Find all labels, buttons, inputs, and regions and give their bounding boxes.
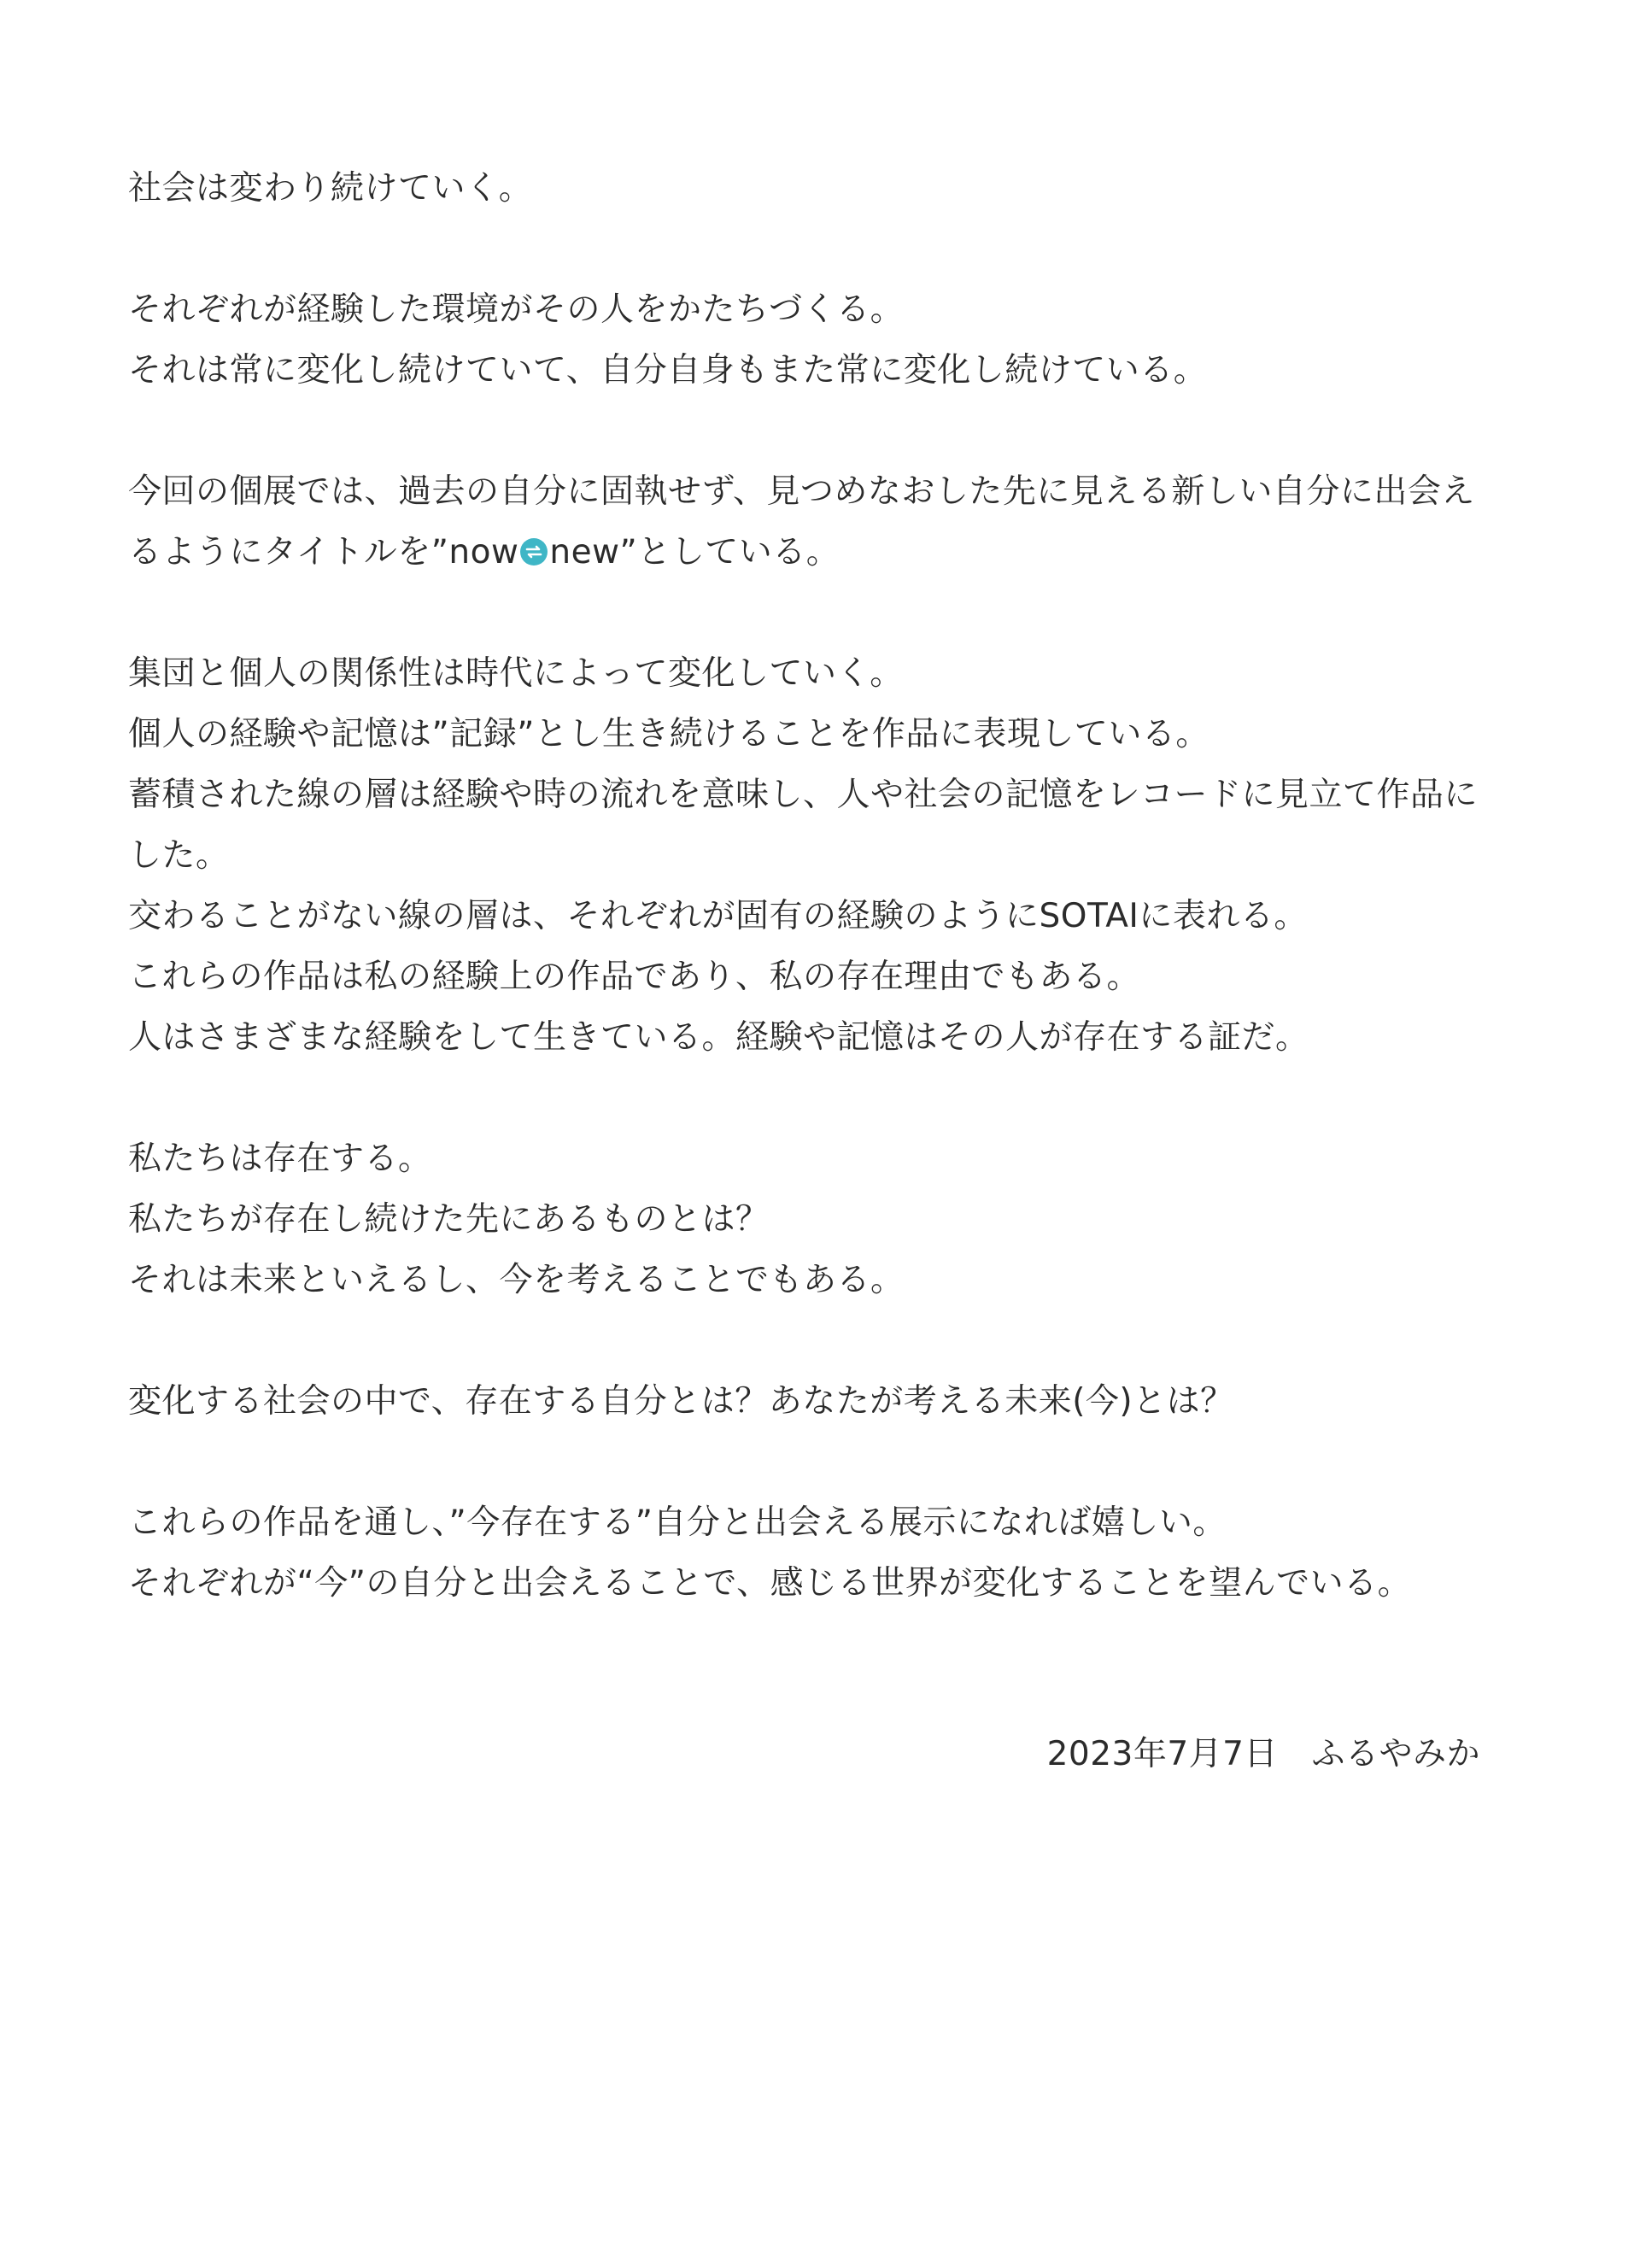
- statement-line: 変化する社会の中で、存在する自分とは？あなたが考える未来(今)とは？: [128, 1382, 1234, 1421]
- statement-line: これらの作品は私の経験上の作品であり、私の存在理由でもある。: [128, 958, 1141, 996]
- statement-line: 集団と個人の関係性は時代によって変化していく。: [128, 654, 904, 693]
- title-text-before: るようにタイトルを”now: [128, 533, 519, 571]
- artist-statement: [128, 158, 1529, 1614]
- statement-line: これらの作品を通し、”今存在する”自分と出会える展示になれば嬉しい。: [128, 1503, 1227, 1542]
- paragraph-gap: [128, 1432, 1529, 1492]
- statement-line: 個人の経験や記憶は”記録”とし生き続けることを作品に表現している。: [128, 715, 1210, 753]
- statement-line: 私たちは存在する。: [128, 1140, 432, 1178]
- statement-line: 社会は変わり続けていく。: [128, 169, 533, 208]
- statement-line: 人はさまざまな経験をして生きている。経験や記憶はその人が存在する証だ。: [128, 1018, 1309, 1057]
- exchange-arrows-icon: [519, 525, 548, 554]
- statement-line: それは常に変化し続けていて、自分自身もまた常に変化し続けている。: [128, 351, 1208, 390]
- paragraph-gap: [128, 1068, 1529, 1128]
- paragraph-gap: [128, 583, 1529, 643]
- statement-line: 私たちが存在し続けた先にあるものとは？: [128, 1200, 770, 1239]
- statement-line: 蓄積された線の層は経験や時の流れを意味し、人や社会の記憶をレコードに見立て作品に: [128, 776, 1479, 814]
- statement-line: 交わることがない線の層は、それぞれが固有の経験のようにSOTAIに表れる。: [128, 897, 1308, 935]
- statement-line: 今回の個展では、過去の自分に固執せず、見つめなおした先に見える新しい自分に出会え: [128, 472, 1475, 511]
- paragraph-gap: [128, 219, 1529, 279]
- date-signature: 2023年7月7日 ふるやみか: [1046, 1735, 1480, 1773]
- title-text-after: new”としている。: [549, 533, 840, 571]
- statement-line: それぞれが“今”の自分と出会えることで、感じる世界が変化することを望んでいる。: [128, 1564, 1412, 1603]
- statement-line: それぞれが経験した環境がその人をかたちづくる。: [128, 290, 905, 329]
- statement-line: それは未来といえるし、今を考えることでもある。: [128, 1261, 905, 1299]
- statement-line: した。: [128, 836, 230, 875]
- paragraph-gap: [128, 1310, 1529, 1371]
- statement-line-title: [128, 522, 1529, 583]
- paragraph-gap: [128, 401, 1529, 461]
